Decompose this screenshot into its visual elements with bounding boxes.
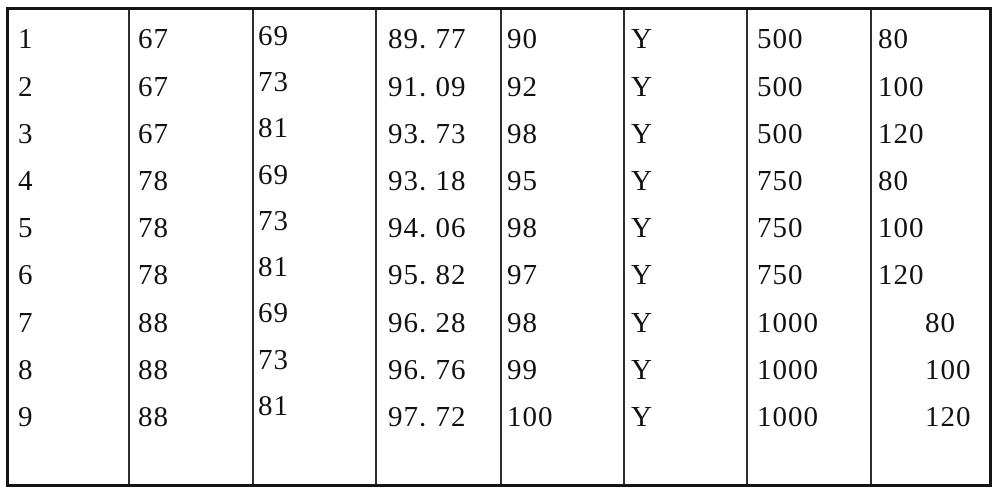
- table-column-1-index: [6, 10, 128, 484]
- table-column-3: [252, 10, 375, 484]
- table-cell-r5-c7: 750: [757, 212, 804, 245]
- table-cell-r8-c5: 99: [507, 353, 538, 386]
- table-cell-r1-c6: Y: [631, 23, 653, 56]
- table-cell-r5-c5: 98: [507, 212, 538, 245]
- table-cell-r4-c6: Y: [631, 165, 653, 198]
- table-cell-r4-c4: 93. 18: [388, 165, 467, 198]
- table-cell-r6-c5: 97: [507, 259, 538, 292]
- table-cell-r1-c8: 80: [878, 23, 909, 56]
- table-cell-r4-c2: 78: [138, 165, 169, 198]
- table-cell-r9-c2: 88: [138, 400, 169, 433]
- table-cell-r3-c4: 93. 73: [388, 117, 467, 150]
- table-cell-r1-c2: 67: [138, 23, 169, 56]
- table-cell-r5-c3: 73: [258, 204, 289, 237]
- table-cell-r8-c7: 1000: [757, 353, 819, 386]
- table-cell-r8-c2: 88: [138, 353, 169, 386]
- table-cell-r7-c6: Y: [631, 306, 653, 339]
- table-cell-r7-c4: 96. 28: [388, 306, 467, 339]
- table-cell-r2-c8: 100: [878, 70, 925, 103]
- table-cell-r6-c4: 95. 82: [388, 259, 467, 292]
- table-cell-r8-c1: 8: [18, 353, 34, 386]
- table-cell-r3-c3: 81: [258, 112, 289, 145]
- table-column-6: [623, 10, 746, 484]
- table-cell-r2-c7: 500: [757, 70, 804, 103]
- table-cell-r7-c3: 69: [258, 297, 289, 330]
- table-column-4: [375, 10, 500, 484]
- table-cell-r7-c2: 88: [138, 306, 169, 339]
- table-cell-r8-c8: 100: [925, 353, 972, 386]
- table-cell-r6-c8: 120: [878, 259, 925, 292]
- data-table: [6, 7, 992, 487]
- table-cell-r4-c5: 95: [507, 165, 538, 198]
- table-cell-r4-c7: 750: [757, 165, 804, 198]
- table-column-5: [500, 10, 623, 484]
- table-cell-r3-c8: 120: [878, 117, 925, 150]
- table-cell-r5-c2: 78: [138, 212, 169, 245]
- table-cell-r8-c4: 96. 76: [388, 353, 467, 386]
- table-cell-r6-c6: Y: [631, 259, 653, 292]
- table-cell-r3-c6: Y: [631, 117, 653, 150]
- table-cell-r3-c7: 500: [757, 117, 804, 150]
- table-cell-r2-c2: 67: [138, 70, 169, 103]
- table-cell-r9-c7: 1000: [757, 400, 819, 433]
- table-cell-r3-c2: 67: [138, 117, 169, 150]
- table-cell-r1-c7: 500: [757, 23, 804, 56]
- table-cell-r2-c1: 2: [18, 70, 34, 103]
- table-cell-r7-c8: 80: [925, 306, 956, 339]
- table-column-2: [128, 10, 252, 484]
- table-cell-r5-c8: 100: [878, 212, 925, 245]
- table-cell-r9-c1: 9: [18, 400, 34, 433]
- table-cell-r8-c3: 73: [258, 343, 289, 376]
- table-cell-r5-c6: Y: [631, 212, 653, 245]
- table-cell-r2-c3: 73: [258, 65, 289, 98]
- table-cell-r2-c4: 91. 09: [388, 70, 467, 103]
- table-cell-r7-c1: 7: [18, 306, 34, 339]
- table-cell-r7-c7: 1000: [757, 306, 819, 339]
- table-cell-r7-c5: 98: [507, 306, 538, 339]
- table-cell-r1-c5: 90: [507, 23, 538, 56]
- table-cell-r9-c3: 81: [258, 390, 289, 423]
- table-cell-r3-c1: 3: [18, 117, 34, 150]
- table-cell-r9-c5: 100: [507, 400, 554, 433]
- table-cell-r4-c1: 4: [18, 165, 34, 198]
- table-column-8: [870, 10, 992, 484]
- table-cell-r6-c2: 78: [138, 259, 169, 292]
- table-cell-r9-c4: 97. 72: [388, 400, 467, 433]
- table-cell-r2-c6: Y: [631, 70, 653, 103]
- table-cell-r6-c1: 6: [18, 259, 34, 292]
- table-cell-r1-c1: 1: [18, 23, 34, 56]
- table-cell-r5-c1: 5: [18, 212, 34, 245]
- table-column-7: [746, 10, 870, 484]
- table-cell-r6-c3: 81: [258, 251, 289, 284]
- table-cell-r9-c6: Y: [631, 400, 653, 433]
- table-cell-r6-c7: 750: [757, 259, 804, 292]
- table-cell-r1-c4: 89. 77: [388, 23, 467, 56]
- table-cell-r8-c6: Y: [631, 353, 653, 386]
- table-cell-r4-c3: 69: [258, 158, 289, 191]
- table-cell-r3-c5: 98: [507, 117, 538, 150]
- table-cell-r2-c5: 92: [507, 70, 538, 103]
- table-cell-r5-c4: 94. 06: [388, 212, 467, 245]
- table-cell-r4-c8: 80: [878, 165, 909, 198]
- table-cell-r9-c8: 120: [925, 400, 972, 433]
- table-cell-r1-c3: 69: [258, 19, 289, 52]
